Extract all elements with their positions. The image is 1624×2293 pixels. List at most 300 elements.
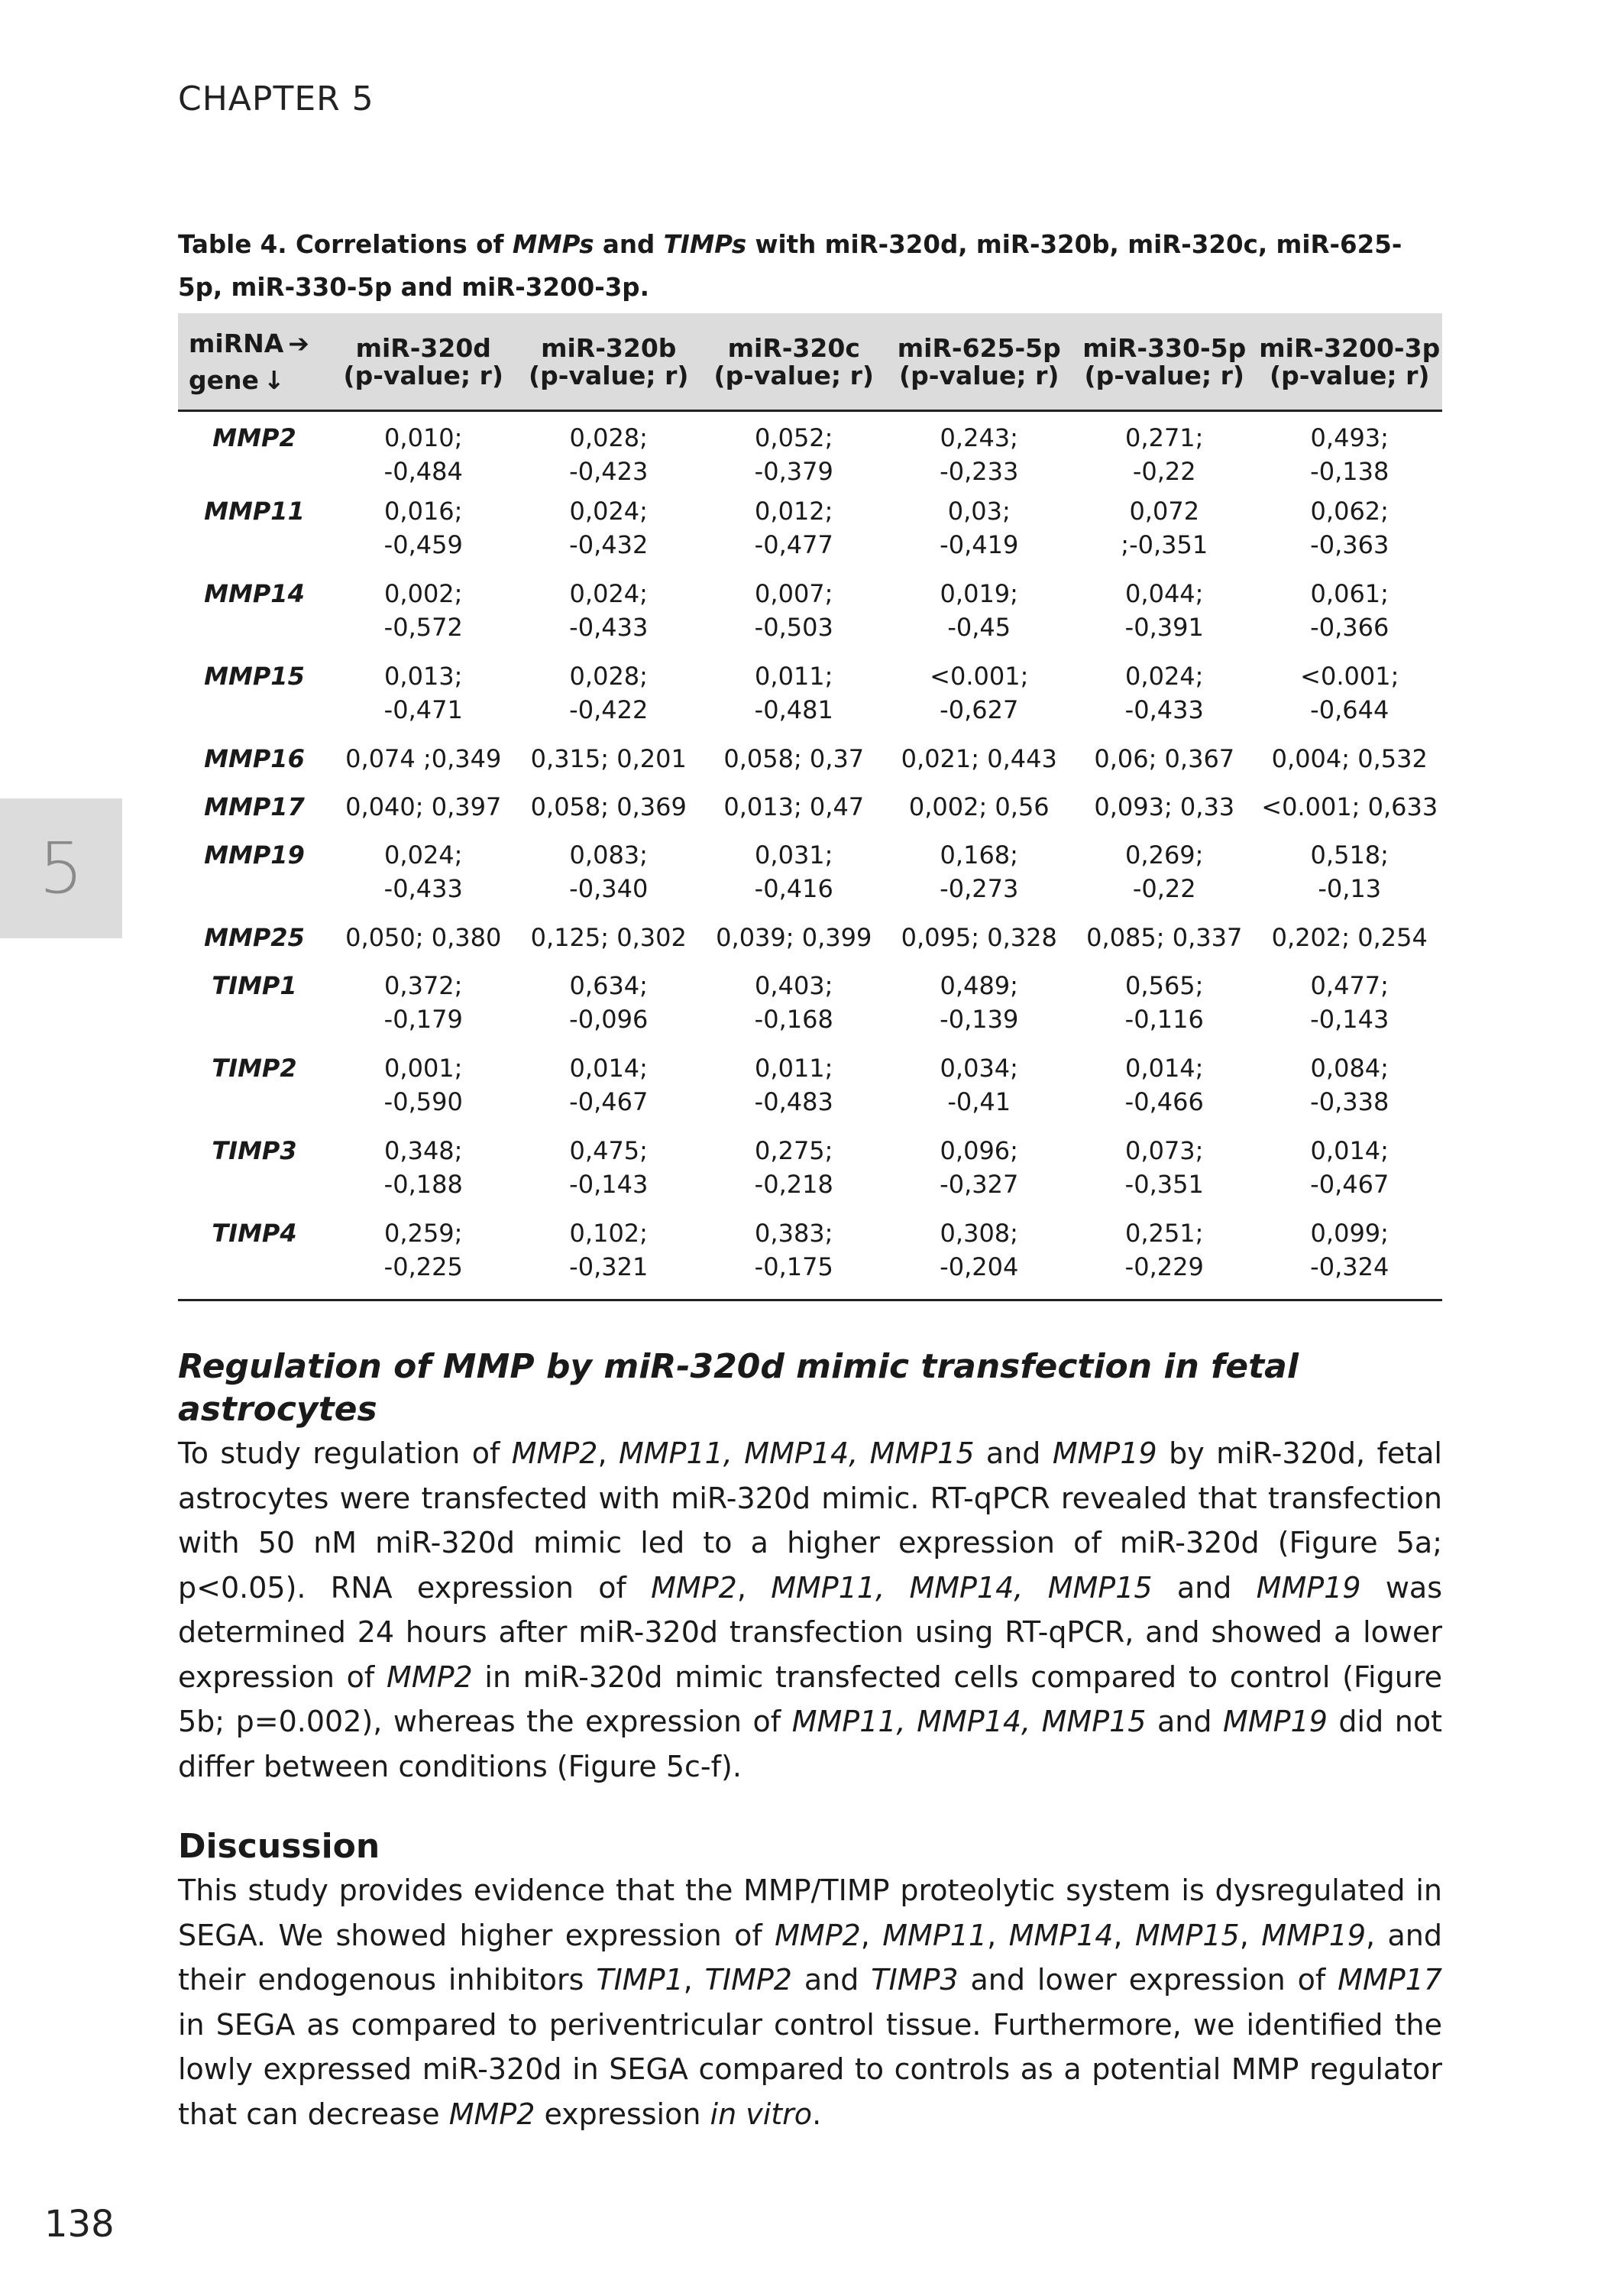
table-row [178,411,1442,495]
cell-value: 0,024; [569,579,648,608]
table-cell [331,1051,516,1134]
corner-gene [189,362,331,399]
cell-value: -0,338 [1310,1087,1389,1116]
chapter-tab [0,798,122,938]
table-body [178,411,1442,1300]
text-run: Table 4. Correlations of [178,230,513,259]
table-cell [1072,838,1257,921]
table-cell [1257,1051,1443,1134]
table-cell [887,742,1072,790]
section-heading-regulation: Regulation of MMP by miR-320d mimic transfection in fetal astrocytes [178,1347,1299,1429]
text-run: . [812,2097,822,2131]
cell-value: -0,096 [569,1005,649,1034]
cell-value: 0,243; [940,423,1018,452]
cell-value: -0,139 [940,1005,1019,1034]
column-header-name: miR-320d [355,333,491,363]
cell-value: 0,565; [1125,971,1204,1000]
italic-text-run: MMP19 [1261,1918,1367,1952]
cell-value: -0,483 [754,1087,833,1116]
text-run: did not differ between conditions (Figure 5c-f). [178,1705,1442,1783]
table-cell [331,494,516,577]
right-arrow-icon: ➔ [288,329,309,358]
column-header-sub: (p-value; r) [713,361,874,390]
table-row [178,577,1442,659]
cell-value: 0,269; [1125,840,1204,870]
gene-name-cell: MMP19 [204,840,305,870]
chapter-header: CHAPTER 5 [178,79,374,118]
text-run: in miR-320d mimic transfected cells compared to control (Figure 5b; p=0.002), whereas the expression of [178,1660,1442,1738]
table-cell [887,577,1072,659]
cell-value: 0,024; [1125,662,1204,691]
cell-value: -0,13 [1318,874,1382,903]
table-cell [701,494,887,577]
table-cell [1257,494,1443,577]
column-header-name: miR-330-5p [1082,333,1247,363]
cell-value: 0,001; [384,1054,463,1083]
table-cell [516,921,702,969]
cell-value: -0,379 [754,457,833,486]
italic-text-run: in vitro [710,2097,813,2131]
cell-value: <0.001; 0,633 [1261,792,1438,821]
table-cell [1257,577,1443,659]
cell-value: 0,016; [384,497,463,526]
cell-value: -0,324 [1310,1252,1389,1281]
table-row [178,494,1442,577]
text-run: , [1239,1918,1262,1952]
column-header-name: miR-320b [541,333,677,363]
table-row [178,838,1442,921]
cell-value: 0,275; [755,1136,833,1165]
cell-value: -0,471 [383,695,463,724]
cell-value: 0,072 [1129,497,1200,526]
gene-name-cell: TIMP1 [212,971,297,1000]
text-run: , [860,1918,883,1952]
cell-value: <0.001; [1300,662,1399,691]
cell-value: 0,061; [1310,579,1389,608]
table-cell [516,659,702,742]
cell-value: 0,634; [569,971,648,1000]
gene-name-cell: TIMP4 [178,1216,331,1300]
table-cell [1072,921,1257,969]
cell-value: -0,627 [940,695,1019,724]
cell-value: 0,013; [384,662,463,691]
table-cell [1072,742,1257,790]
table-cell [1257,659,1443,742]
italic-text-run: TIMP1 [596,1963,684,1997]
table-cell [516,1134,702,1216]
italic-text-run: MMP2 [651,1570,737,1605]
cell-value: -0,327 [940,1170,1019,1199]
table-row [178,921,1442,969]
table-cell [331,1216,516,1300]
cell-value: -0,116 [1124,1005,1204,1034]
column-header [331,313,516,411]
table-cell [1072,494,1257,577]
cell-value: -0,351 [1124,1170,1204,1199]
table-cell [701,1216,887,1300]
cell-value: -0,143 [1310,1005,1389,1034]
cell-value: 0,013; 0,47 [723,792,865,821]
table-cell [701,1134,887,1216]
text-run: , [597,1436,619,1470]
table-cell [516,838,702,921]
gene-name-cell: MMP15 [204,662,305,691]
cell-value: 0,024; [569,497,648,526]
table-cell [1257,790,1443,838]
cell-value: -0,477 [754,530,833,559]
italic-text-run: MMP11, MMP14, MMP15 [791,1705,1147,1738]
cell-value: 0,002; [384,579,463,608]
table-cell [331,1134,516,1216]
table-cell [887,1216,1072,1300]
cell-value: 0,034; [940,1054,1018,1083]
cell-value: 0,518; [1310,840,1389,870]
cell-value: -0,459 [383,530,463,559]
cell-value: 0,202; 0,254 [1271,923,1428,952]
table-cell [516,577,702,659]
corner-gene-label: gene [189,365,259,395]
column-header [1072,313,1257,411]
table-cell [516,494,702,577]
cell-value: 0,125; 0,302 [530,923,687,952]
cell-value: 0,062; [1310,497,1389,526]
table-cell [701,742,887,790]
cell-value: 0,084; [1310,1054,1389,1083]
cell-value: 0,315; 0,201 [530,744,687,773]
cell-value: -0,204 [940,1252,1019,1281]
table-cell [887,659,1072,742]
italic-text-run: MMP19 [1223,1705,1328,1738]
cell-value: -0,422 [569,695,649,724]
italic-text-run: MMP11 [882,1918,988,1952]
cell-value: -0,484 [383,457,463,486]
cell-value: 0,010; [384,423,463,452]
table-row [178,1051,1442,1134]
italic-text-run: MMP14 [1008,1918,1114,1952]
table-cell [331,921,516,969]
cell-value: -0,233 [940,457,1019,486]
text-run: in SEGA as compared to periventricular control tissue. Furthermore, we identified the lowly expressed miR-320d in SEGA compared to controls as a potential MMP regulator that can decrease [178,2007,1442,2131]
table-corner-header [178,313,331,411]
text-run: with miR-320d, miR-320b, miR-320c, miR-625-5p, miR-330-5p and miR-3200-3p. [178,230,1402,302]
table-cell [331,969,516,1051]
cell-value: 0,011; [755,1054,833,1083]
cell-value: -0,273 [940,874,1019,903]
column-header [701,313,887,411]
cell-value: 0,074 ;0,349 [345,744,502,773]
italic-text-run: TIMP3 [871,1963,959,1997]
table-cell [1257,411,1443,495]
cell-value: 0,024; [384,840,463,870]
cell-value: 0,477; [1310,971,1389,1000]
cell-value: -0,433 [569,613,649,642]
cell-value: 0,040; 0,397 [345,792,502,821]
section-paragraph-discussion [178,1868,1442,2136]
cell-value: 0,028; [569,662,648,691]
table-cell [516,790,702,838]
table-cell [1257,1134,1443,1216]
text-run: , [736,1570,772,1605]
page-number: 138 [44,2203,115,2246]
cell-value: -0,391 [1124,613,1204,642]
cell-value: -0,572 [383,613,463,642]
column-header-sub: (p-value; r) [1270,361,1430,390]
italic-text-run: MMP11, MMP14, MMP15 [771,1570,1153,1605]
cell-value: 0,012; [755,497,833,526]
table-cell [516,969,702,1051]
table-cell [331,838,516,921]
text-run: , [683,1963,705,1997]
cell-value: -0,432 [569,530,649,559]
table-caption [178,223,1442,309]
cell-value: 0,083; [569,840,648,870]
table-cell [1257,969,1443,1051]
table-cell [1072,1216,1257,1300]
text-run: was determined 24 hours after miR-320d transfection using RT-qPCR, and showed a lower expression of [178,1570,1442,1694]
cell-value: 0,096; [940,1136,1018,1165]
cell-value: -0,41 [947,1087,1011,1116]
table-cell [516,1051,702,1134]
cell-value: 0,03; [947,497,1011,526]
table-cell [887,1134,1072,1216]
corner-mirna [189,325,331,362]
cell-value: 0,021; 0,443 [901,744,1057,773]
cell-value: -0,481 [754,695,833,724]
cell-value: <0.001; [930,662,1029,691]
table-cell [516,1216,702,1300]
cell-value: -0,503 [754,613,833,642]
italic-text-run: MMP19 [1052,1436,1157,1470]
cell-value: -0,22 [1132,457,1196,486]
cell-value: 0,058; 0,37 [723,744,865,773]
column-header [1257,313,1443,411]
cell-value: 0,058; 0,369 [530,792,687,821]
column-header [887,313,1072,411]
cell-value: 0,014; [1310,1136,1389,1165]
column-header-name: miR-625-5p [897,333,1061,363]
table-row [178,742,1442,790]
text-run: expression [535,2097,710,2131]
cell-value: 0,259; [384,1219,463,1248]
italic-text-run: MMP2 [775,1918,861,1952]
table-cell [1257,1216,1443,1300]
cell-value: -0,433 [1124,695,1204,724]
cell-value: -0,188 [383,1170,463,1199]
table-cell [701,577,887,659]
text-run: and [791,1963,872,1997]
table-cell [701,411,887,495]
table-row [178,1216,1442,1300]
cell-value: 0,251; [1125,1219,1204,1248]
cell-value: -0,229 [1124,1252,1204,1281]
table-header-row [178,313,1442,411]
text-run: To study regulation of [178,1436,512,1470]
cell-value: ;-0,351 [1121,530,1208,559]
cell-value: -0,644 [1310,695,1389,724]
cell-value: 0,085; 0,337 [1086,923,1243,952]
cell-value: 0,052; [755,423,833,452]
text-run: and lower expression of [958,1963,1338,1997]
cell-value: 0,039; 0,399 [716,923,872,952]
text-run: This study provides evidence that the MMP/TIMP proteolytic system is dysregulated in SEGA. We showed higher expression of [178,1874,1442,1952]
text-run: by miR-320d, fetal astrocytes were transfected with miR-320d mimic. RT-qPCR revealed that transfection with 50 nM miR-320d mimic led to a higher expression of miR-320d (Figure 5a; p<0.05). RNA expression of [178,1436,1442,1605]
cell-value: 0,095; 0,328 [901,923,1057,952]
table-row [178,659,1442,742]
corner-mirna-label: miRNA [189,329,284,358]
text-run: and [974,1436,1053,1470]
cell-value: 0,348; [384,1136,463,1165]
table-cell [701,790,887,838]
cell-value: -0,138 [1310,457,1389,486]
cell-value: -0,433 [383,874,463,903]
cell-value: 0,028; [569,423,648,452]
cell-value: -0,467 [1310,1170,1389,1199]
text-run: , [987,1918,1009,1952]
cell-value: 0,099; [1310,1219,1389,1248]
table-cell [887,790,1072,838]
table-cell [701,659,887,742]
gene-name-cell: MMP11 [204,497,305,526]
cell-value: -0,168 [754,1005,833,1034]
italic-text-run: MMPs [512,230,594,259]
table-cell [887,494,1072,577]
cell-value: 0,093; 0,33 [1094,792,1235,821]
cell-value: 0,019; [940,579,1018,608]
table-cell [1257,742,1443,790]
cell-value: 0,014; [569,1054,648,1083]
italic-text-run: TIMPs [663,230,747,259]
cell-value: -0,218 [754,1170,833,1199]
cell-value: -0,143 [569,1170,649,1199]
table-cell [887,969,1072,1051]
table-cell [1257,838,1443,921]
table-cell [1072,577,1257,659]
cell-value: -0,423 [569,457,649,486]
chapter-tab-number: 5 [38,827,84,909]
cell-value: -0,340 [569,874,649,903]
table-row [178,1134,1442,1216]
cell-value: 0,383; [755,1219,833,1248]
text-run: and [594,230,664,259]
cell-value: -0,175 [754,1252,833,1281]
cell-value: 0,031; [755,840,833,870]
cell-value: 0,403; [755,971,833,1000]
cell-value: -0,45 [947,613,1011,642]
cell-value: 0,007; [755,579,833,608]
text-run: , and their endogenous inhibitors [178,1918,1442,1997]
table-cell [887,411,1072,495]
italic-text-run: MMP2 [511,1436,598,1470]
cell-value: -0,590 [383,1087,463,1116]
table-cell [887,838,1072,921]
table-cell [701,969,887,1051]
cell-value: 0,004; 0,532 [1271,744,1428,773]
cell-value: -0,225 [383,1252,463,1281]
cell-value: -0,416 [754,874,833,903]
table-cell [331,659,516,742]
cell-value: 0,06; 0,367 [1094,744,1235,773]
table-cell [1257,921,1443,969]
cell-value: 0,011; [755,662,833,691]
gene-name-cell: MMP17 [204,792,305,821]
italic-text-run: MMP2 [448,2097,535,2131]
table-cell [887,1051,1072,1134]
section-paragraph-regulation [178,1431,1442,1789]
italic-text-run: MMP17 [1338,1963,1442,1997]
cell-value: 0,271; [1125,423,1204,452]
column-header-name: miR-3200-3p [1259,333,1441,363]
cell-value: -0,22 [1132,874,1196,903]
italic-text-run: MMP19 [1256,1570,1361,1605]
table-cell [701,1051,887,1134]
section-heading-discussion: Discussion [178,1827,380,1866]
column-header-sub: (p-value; r) [343,361,503,390]
cell-value: 0,475; [569,1136,648,1165]
table-cell [331,577,516,659]
table-cell [1072,969,1257,1051]
text-run: and [1152,1570,1257,1605]
table-cell [1072,659,1257,742]
table-cell [516,742,702,790]
cell-value: 0,044; [1125,579,1204,608]
table-cell [331,411,516,495]
text-run: and [1146,1705,1224,1738]
cell-value: -0,366 [1310,613,1389,642]
table-cell [516,411,702,495]
cell-value: -0,466 [1124,1087,1204,1116]
italic-text-run: MMP15 [1134,1918,1240,1952]
table-cell [1072,1134,1257,1216]
cell-value: 0,014; [1125,1054,1204,1083]
column-header [516,313,702,411]
cell-value: -0,419 [940,530,1019,559]
cell-value: 0,002; 0,56 [908,792,1050,821]
column-header-sub: (p-value; r) [1084,361,1244,390]
column-header-sub: (p-value; r) [899,361,1059,390]
table-cell [331,742,516,790]
italic-text-run: MMP2 [387,1660,473,1694]
gene-name-cell: TIMP2 [212,1054,297,1083]
table-cell [701,921,887,969]
cell-value: 0,372; [384,971,463,1000]
page-content [178,223,1442,2136]
table-row [178,790,1442,838]
cell-value: -0,467 [569,1087,649,1116]
column-header-name: miR-320c [727,333,860,363]
table-cell [331,790,516,838]
correlation-table [178,313,1442,1301]
cell-value: 0,050; 0,380 [345,923,502,952]
gene-name-cell: MMP25 [204,923,305,952]
cell-value: 0,308; [940,1219,1018,1248]
cell-value: 0,493; [1310,423,1389,452]
cell-value: 0,168; [940,840,1018,870]
table-cell [887,921,1072,969]
table-cell [1072,790,1257,838]
table-cell [1072,1051,1257,1134]
cell-value: -0,363 [1310,530,1389,559]
cell-value: 0,489; [940,971,1018,1000]
italic-text-run: TIMP2 [704,1963,792,1997]
gene-name-cell: MMP14 [204,579,305,608]
cell-value: -0,179 [383,1005,463,1034]
down-arrow-icon: ↓ [263,365,285,395]
table-cell [1072,411,1257,495]
table-cell [701,838,887,921]
cell-value: 0,102; [569,1219,648,1248]
gene-name-cell: MMP2 [212,423,296,452]
cell-value: -0,321 [569,1252,649,1281]
